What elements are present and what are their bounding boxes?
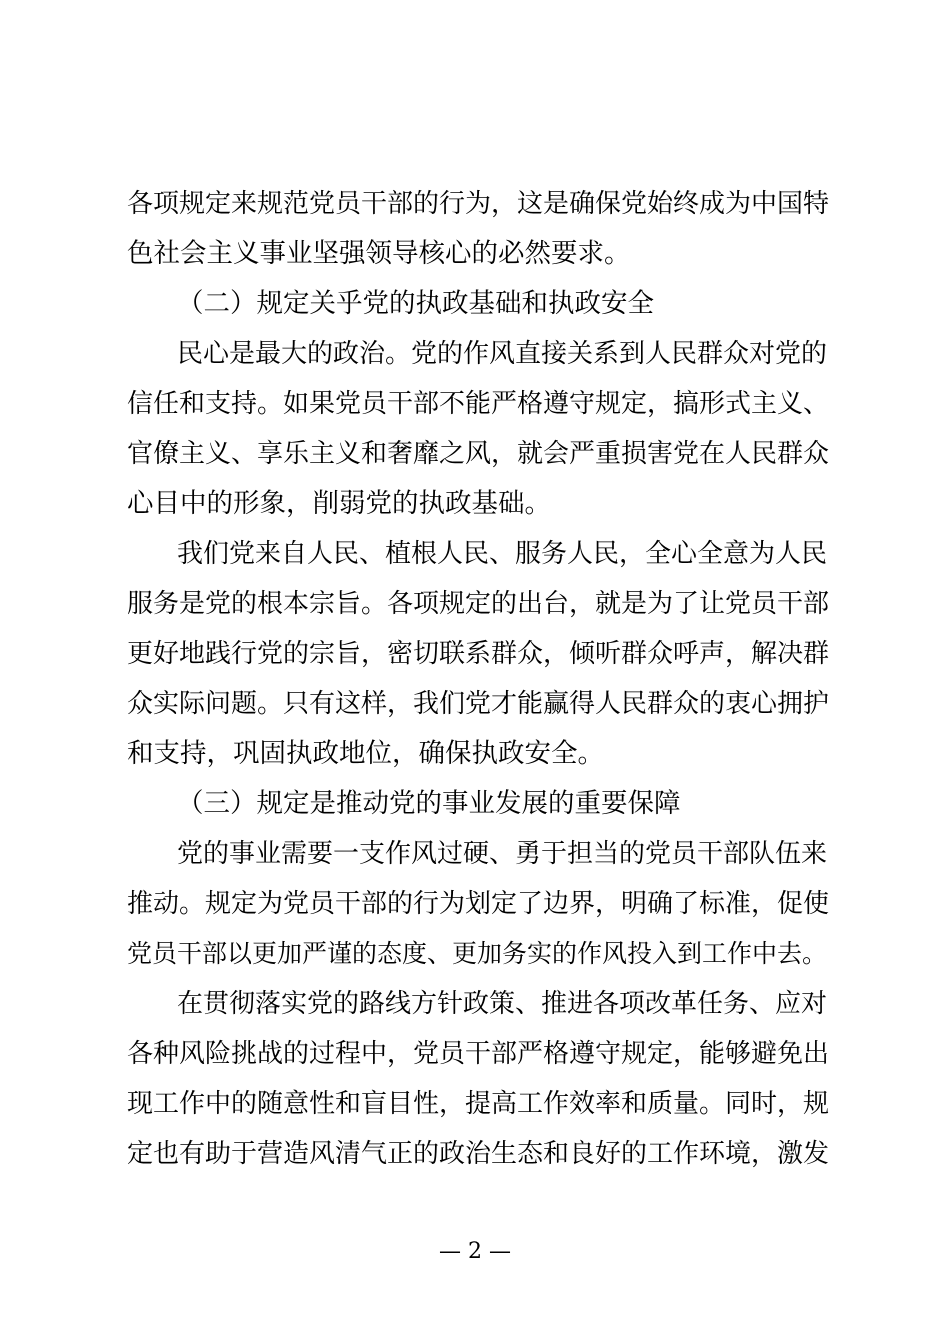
body-line: 和支持，巩固执政地位，确保执政安全。 xyxy=(127,738,604,769)
body-line: 现工作中的随意性和盲目性，提高工作效率和质量。同时，规 xyxy=(127,1089,830,1119)
body-line: 心目中的形象，削弱党的执政基础。 xyxy=(127,488,551,519)
body-line: 党员干部以更加严谨的态度、更加务实的作风投入到工作中去。 xyxy=(127,939,828,968)
page-number: — 2 — xyxy=(439,1239,511,1264)
body-line: 推动。规定为党员干部的行为划定了边界，明确了标准，促使 xyxy=(127,889,830,919)
body-line: 党的事业需要一支作风过硬、勇于担当的党员干部队伍来 xyxy=(177,839,828,869)
body-line: 各种风险挑战的过程中，党员干部严格遵守规定，能够避免出 xyxy=(127,1039,830,1069)
body-line: 众实际问题。只有这样，我们党才能赢得人民群众的衷心拥护 xyxy=(127,689,830,719)
body-line: 色社会主义事业坚强领导核心的必然要求。 xyxy=(127,238,631,269)
body-line: 官僚主义、享乐主义和奢靡之风，就会严重损害党在人民群众 xyxy=(127,439,830,469)
body-line: 服务是党的根本宗旨。各项规定的出台，就是为了让党员干部 xyxy=(127,589,830,619)
body-line: 定也有助于营造风清气正的政治生态和良好的工作环境，激发 xyxy=(127,1139,830,1169)
body-line: 各项规定来规范党员干部的行为，这是确保党始终成为中国特 xyxy=(127,189,830,219)
body-line: 更好地践行党的宗旨，密切联系群众，倾听群众呼声，解决群 xyxy=(127,639,830,669)
body-line: 在贯彻落实党的路线方针政策、推进各项改革任务、应对 xyxy=(177,989,828,1019)
section-heading: （二）规定关乎党的执政基础和执政安全 xyxy=(177,288,654,319)
body-line: 我们党来自人民、植根人民、服务人民，全心全意为人民 xyxy=(177,539,828,569)
section-heading: （三）规定是推动党的事业发展的重要保障 xyxy=(177,788,681,819)
body-line: 民心是最大的政治。党的作风直接关系到人民群众对党的 xyxy=(177,339,828,369)
body-line: 信任和支持。如果党员干部不能严格遵守规定，搞形式主义、 xyxy=(127,389,830,419)
